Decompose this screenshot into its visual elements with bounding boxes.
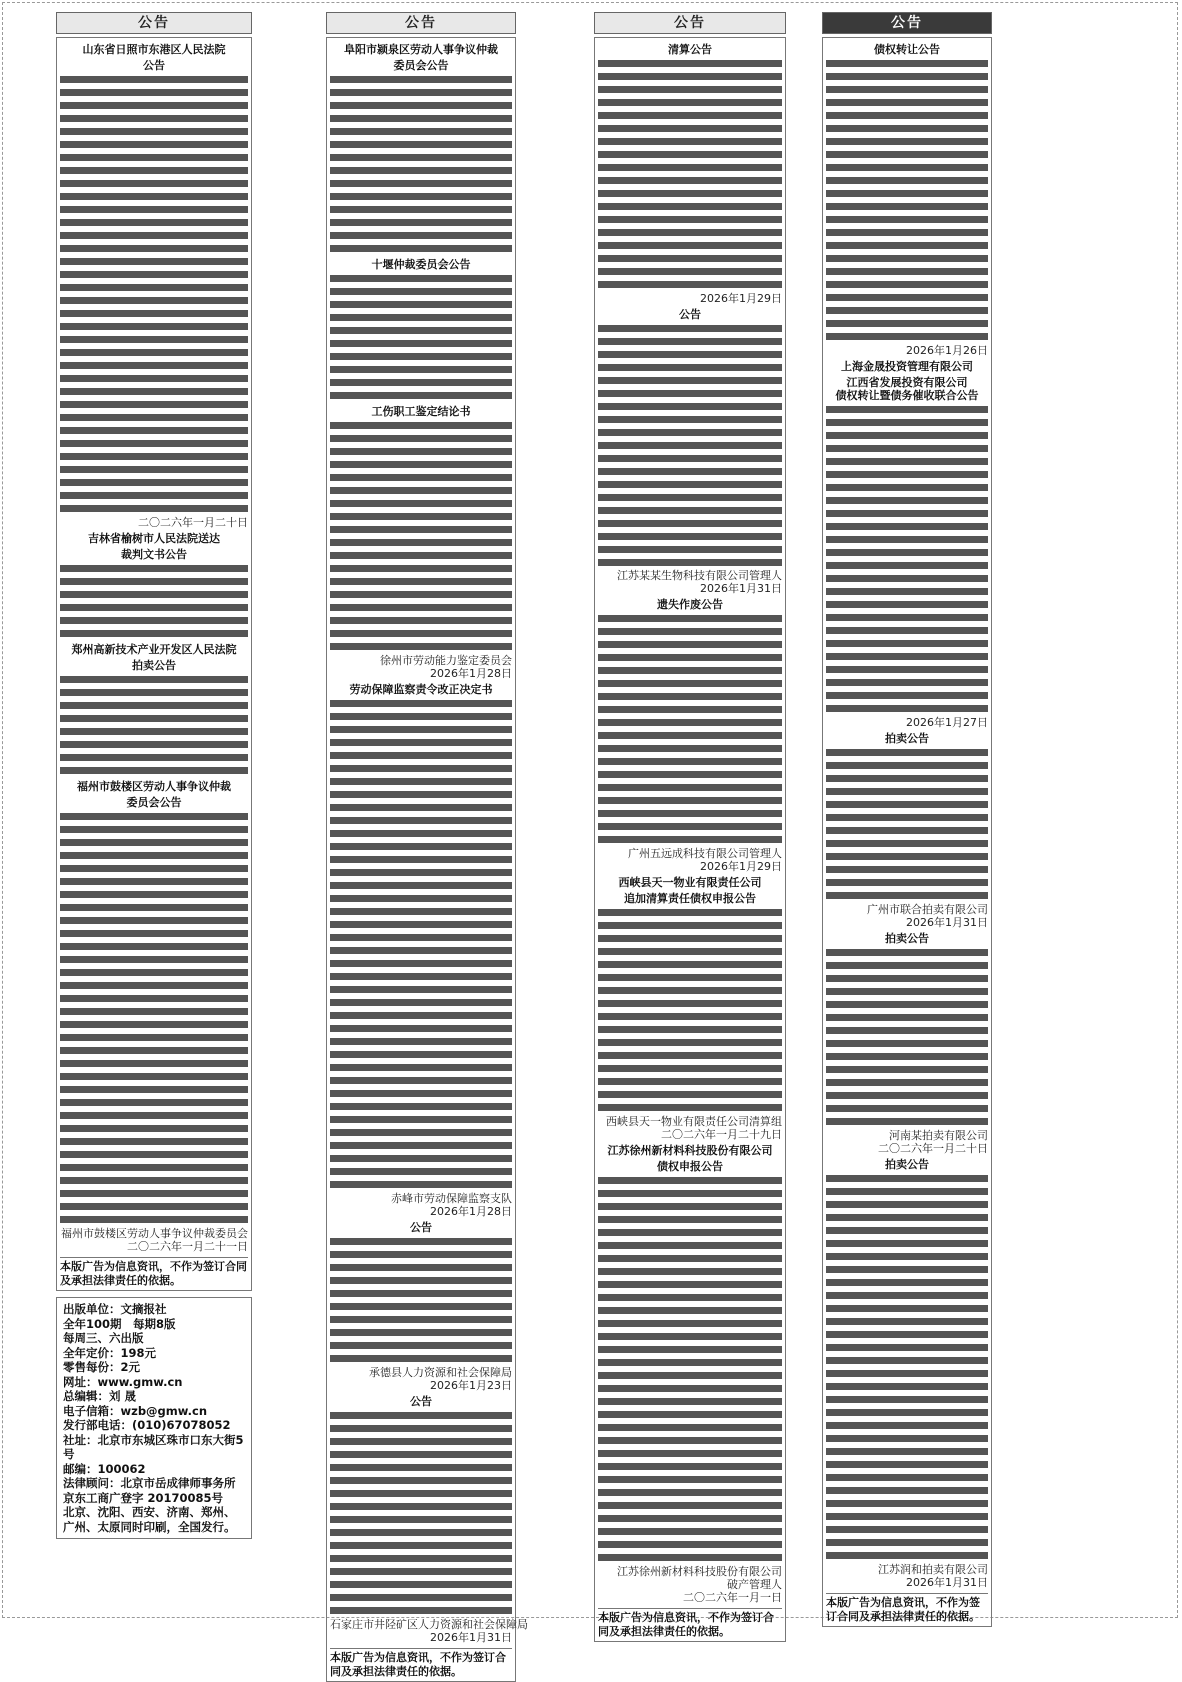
notice-title: 拍卖公告 xyxy=(885,1158,929,1171)
publisher-line: 零售每份：2元 xyxy=(63,1360,141,1374)
notice-box xyxy=(56,37,252,1291)
notice-box xyxy=(326,37,528,1682)
notice-title: 公告 xyxy=(410,1221,432,1234)
notice-title: 遗失作废公告 xyxy=(657,598,723,611)
notice-title: 阜阳市颍泉区劳动人事争议仲裁 xyxy=(344,43,498,56)
notice-title: 公告 xyxy=(679,308,701,321)
notice-subtitle: 追加清算责任债权申报公告 xyxy=(624,892,756,905)
notice-subtitle: 公告 xyxy=(143,59,165,72)
notice-subtitle: 委员会公告 xyxy=(393,59,449,72)
notice-box xyxy=(822,37,992,1627)
column-4 xyxy=(822,12,992,1627)
notice-sign: 江苏徐州新材料科技股份有限公司 破产管理人 二〇二六年一月一日 xyxy=(617,1565,782,1604)
column-header: 公告 xyxy=(326,12,516,34)
publisher-line: 发行部电话：(010)67078052 xyxy=(63,1418,231,1432)
notice-sign: 承德县人力资源和社会保障局 2026年1月23日 xyxy=(369,1366,512,1392)
notice-title: 公告 xyxy=(410,1395,432,1408)
column-header: 公告 xyxy=(56,12,252,34)
publisher-line: 全年定价：198元 xyxy=(63,1345,157,1360)
notice-title: 清算公告 xyxy=(668,43,712,56)
notice-body xyxy=(330,272,512,402)
notice-sign: 二〇二六年一月二十日 xyxy=(138,516,248,529)
notice-title: 山东省日照市东港区人民法院 xyxy=(82,43,226,56)
notice-body xyxy=(826,403,988,715)
notice-body xyxy=(598,906,782,1114)
publisher-info xyxy=(56,1297,252,1539)
notice-sign: 赤峰市劳动保障监察支队 2026年1月28日 xyxy=(391,1192,512,1218)
notice-sign: 广州五远成科技有限公司管理人 2026年1月29日 xyxy=(628,847,782,873)
disclaimer: 本版广告为信息资讯，不作为签订合同及承担法律责任的依据。 xyxy=(60,1257,248,1288)
publisher-line: 全年100期 每期8版 xyxy=(63,1316,176,1331)
notice-title: 西峡县天一物业有限责任公司 xyxy=(618,876,762,889)
notice-sign: 石家庄市井陉矿区人力资源和社会保障局 2026年1月31日 xyxy=(330,1618,528,1644)
notice-title: 郑州高新技术产业开发区人民法院 xyxy=(71,643,237,656)
notice-sign: 2026年1月27日 xyxy=(906,716,988,729)
disclaimer: 本版广告为信息资讯，不作为签订合同及承担法律责任的依据。 xyxy=(826,1593,988,1624)
notice-sign: 广州市联合拍卖有限公司 2026年1月31日 xyxy=(867,903,988,929)
notice-subtitle: 委员会公告 xyxy=(126,796,182,809)
notice-body xyxy=(60,562,248,640)
notice-body xyxy=(60,810,248,1226)
publisher-line: 北京、沈阳、西安、济南、郑州、广州、太原同时印刷，全国发行。 xyxy=(63,1505,236,1534)
column-2 xyxy=(326,12,528,1682)
notice-subtitle: 江西省发展投资有限公司 债权转让暨债务催收联合公告 xyxy=(835,376,979,402)
notice-body xyxy=(598,322,782,568)
notice-body xyxy=(598,57,782,291)
publisher-line: 社址：北京市东城区珠市口东大街5号 xyxy=(63,1432,244,1461)
notice-sign: 江苏某某生物科技有限公司管理人 2026年1月31日 xyxy=(617,569,782,595)
publisher-line: 网址：www.gmw.cn xyxy=(63,1374,183,1389)
publisher-line: 京东工商广登字 20170085号 xyxy=(63,1490,224,1505)
disclaimer: 本版广告为信息资讯，不作为签订合同及承担法律责任的依据。 xyxy=(330,1648,512,1679)
publisher-line: 法律顾问：北京市岳成律师事务所 xyxy=(63,1476,236,1490)
notice-title: 江苏徐州新材料科技股份有限公司 xyxy=(607,1144,773,1157)
notice-sign: 2026年1月26日 xyxy=(906,344,988,357)
notice-body xyxy=(330,1409,512,1617)
notice-body xyxy=(826,746,988,902)
notice-body xyxy=(598,1174,782,1564)
notice-title: 上海金晟投资管理有限公司 xyxy=(841,360,973,373)
publisher-line: 总编辑：刘 晟 xyxy=(63,1389,137,1403)
notice-body xyxy=(330,697,512,1191)
publisher-line: 出版单位：文摘报社 xyxy=(63,1302,167,1316)
notice-subtitle: 裁判文书公告 xyxy=(121,548,187,561)
notice-sign: 西峡县天一物业有限责任公司清算组 二〇二六年一月二十九日 xyxy=(606,1115,782,1141)
notice-subtitle: 拍卖公告 xyxy=(132,659,176,672)
notice-title: 拍卖公告 xyxy=(885,932,929,945)
notice-title: 十堰仲裁委员会公告 xyxy=(371,258,471,271)
notice-title: 债权转让公告 xyxy=(874,43,940,56)
notice-body xyxy=(330,1235,512,1365)
notice-body xyxy=(330,73,512,255)
notice-body xyxy=(330,419,512,653)
notice-sign: 河南某拍卖有限公司 二〇二六年一月二十日 xyxy=(878,1129,988,1155)
notice-body xyxy=(826,1172,988,1562)
notice-sign: 徐州市劳动能力鉴定委员会 2026年1月28日 xyxy=(380,654,512,680)
publisher-line: 电子信箱：wzb@gmw.cn xyxy=(63,1403,208,1418)
notice-subtitle: 债权申报公告 xyxy=(657,1160,723,1173)
notice-body xyxy=(60,73,248,515)
column-3 xyxy=(594,12,786,1642)
column-header: 公告 xyxy=(822,12,992,34)
notice-sign: 江苏润和拍卖有限公司 2026年1月31日 xyxy=(878,1563,988,1589)
column-header: 公告 xyxy=(594,12,786,34)
notice-title: 拍卖公告 xyxy=(885,732,929,745)
notice-sign: 福州市鼓楼区劳动人事争议仲裁委员会 二〇二六年一月二十一日 xyxy=(61,1227,248,1253)
notice-title: 吉林省榆树市人民法院送达 xyxy=(88,532,220,545)
notice-box xyxy=(594,37,786,1642)
notice-title: 福州市鼓楼区劳动人事争议仲裁 xyxy=(77,780,231,793)
publisher-line: 每周三、六出版 xyxy=(63,1331,144,1345)
notice-body xyxy=(826,946,988,1128)
notice-title: 工伤职工鉴定结论书 xyxy=(371,405,471,418)
publisher-line: 邮编：100062 xyxy=(63,1461,146,1476)
notice-body xyxy=(826,57,988,343)
notice-title: 劳动保障监察责令改正决定书 xyxy=(349,683,493,696)
notice-body xyxy=(598,612,782,846)
notice-body xyxy=(60,673,248,777)
disclaimer: 本版广告为信息资讯，不作为签订合同及承担法律责任的依据。 xyxy=(598,1608,782,1639)
notice-sign: 2026年1月29日 xyxy=(700,292,782,305)
column-1 xyxy=(56,12,252,1539)
